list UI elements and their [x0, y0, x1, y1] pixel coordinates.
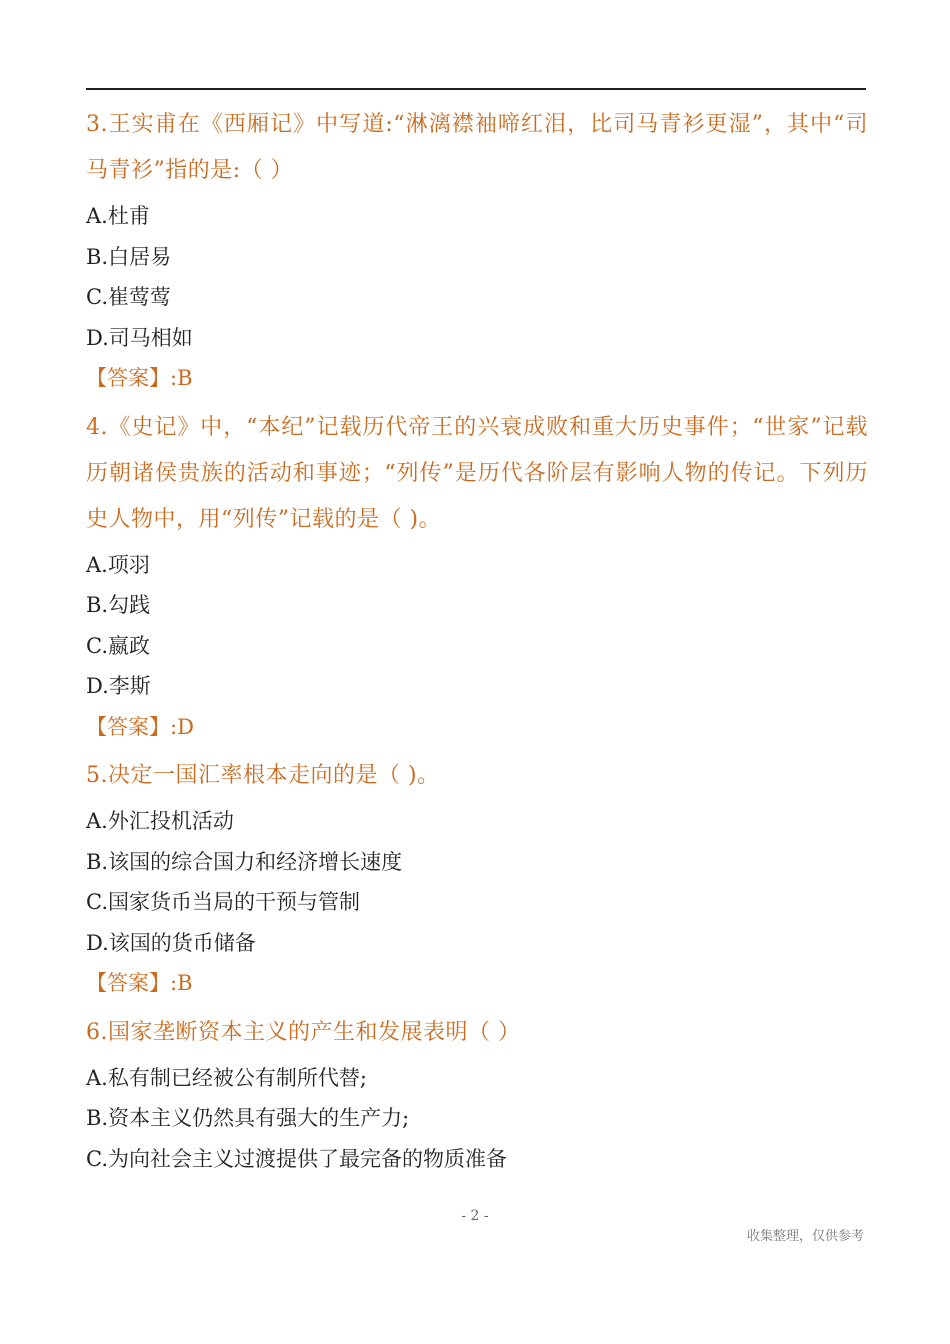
option-b: B.该国的综合国力和经济增长速度	[86, 849, 403, 874]
answer-value: D	[177, 714, 194, 739]
answer-line	[86, 358, 868, 399]
footer-note: 收集整理，仅供参考	[746, 1229, 864, 1244]
question-stem: 3.王实甫在《西厢记》中写道:“淋漓襟袖啼红泪，比司马青衫更湿”，其中“司马青衫”指的是:（ ）	[86, 112, 868, 183]
question-stem: 5.决定一国汇率根本走向的是（ )。	[86, 763, 440, 788]
document-body	[86, 102, 868, 1179]
question-block-5	[86, 753, 868, 1004]
question-stem: 6.国家垄断资本主义的产生和发展表明（ ）	[86, 1019, 521, 1045]
question-block-6	[86, 1010, 868, 1180]
answer-value: B	[177, 366, 193, 390]
answer-value: B	[177, 971, 193, 995]
option-d: D.该国的货币储备	[86, 930, 256, 955]
question-stem: 4.《史记》中，“本纪”记载历代帝王的兴衰成败和重大历史事件；“世家”记载历朝诸侯贵族的活动和事迹；“列传”是历代各阶层有影响人物的传记。下列历史人物中，用“列传”记载的是（ )。	[86, 414, 868, 532]
option-c: C.崔莺莺	[86, 285, 171, 309]
answer-line	[86, 963, 868, 1004]
answer-line	[86, 707, 868, 748]
header-rule	[86, 88, 866, 90]
question-block-3	[86, 102, 868, 399]
option-b: B.资本主义仍然具有强大的生产力;	[86, 1106, 410, 1130]
answer-label: 【答案】:	[86, 971, 178, 995]
option-a: A.杜甫	[86, 204, 150, 228]
question-block-4	[86, 405, 868, 748]
option-a: A.项羽	[86, 552, 150, 577]
option-d: D.李斯	[86, 674, 151, 698]
answer-label: 【答案】:	[86, 714, 178, 739]
answer-label: 【答案】:	[86, 366, 178, 390]
option-c: C.为向社会主义过渡提供了最完备的物质准备	[86, 1146, 507, 1171]
option-a: A.私有制已经被公有制所代替;	[86, 1065, 367, 1090]
option-d: D.司马相如	[86, 325, 193, 350]
option-b: B.勾践	[86, 593, 151, 617]
option-c: C.嬴政	[86, 633, 150, 658]
option-a: A.外汇投机活动	[86, 809, 234, 833]
option-b: B.白居易	[86, 244, 172, 269]
option-c: C.国家货币当局的干预与管制	[86, 890, 360, 914]
page-number: - 2 -	[461, 1208, 489, 1224]
